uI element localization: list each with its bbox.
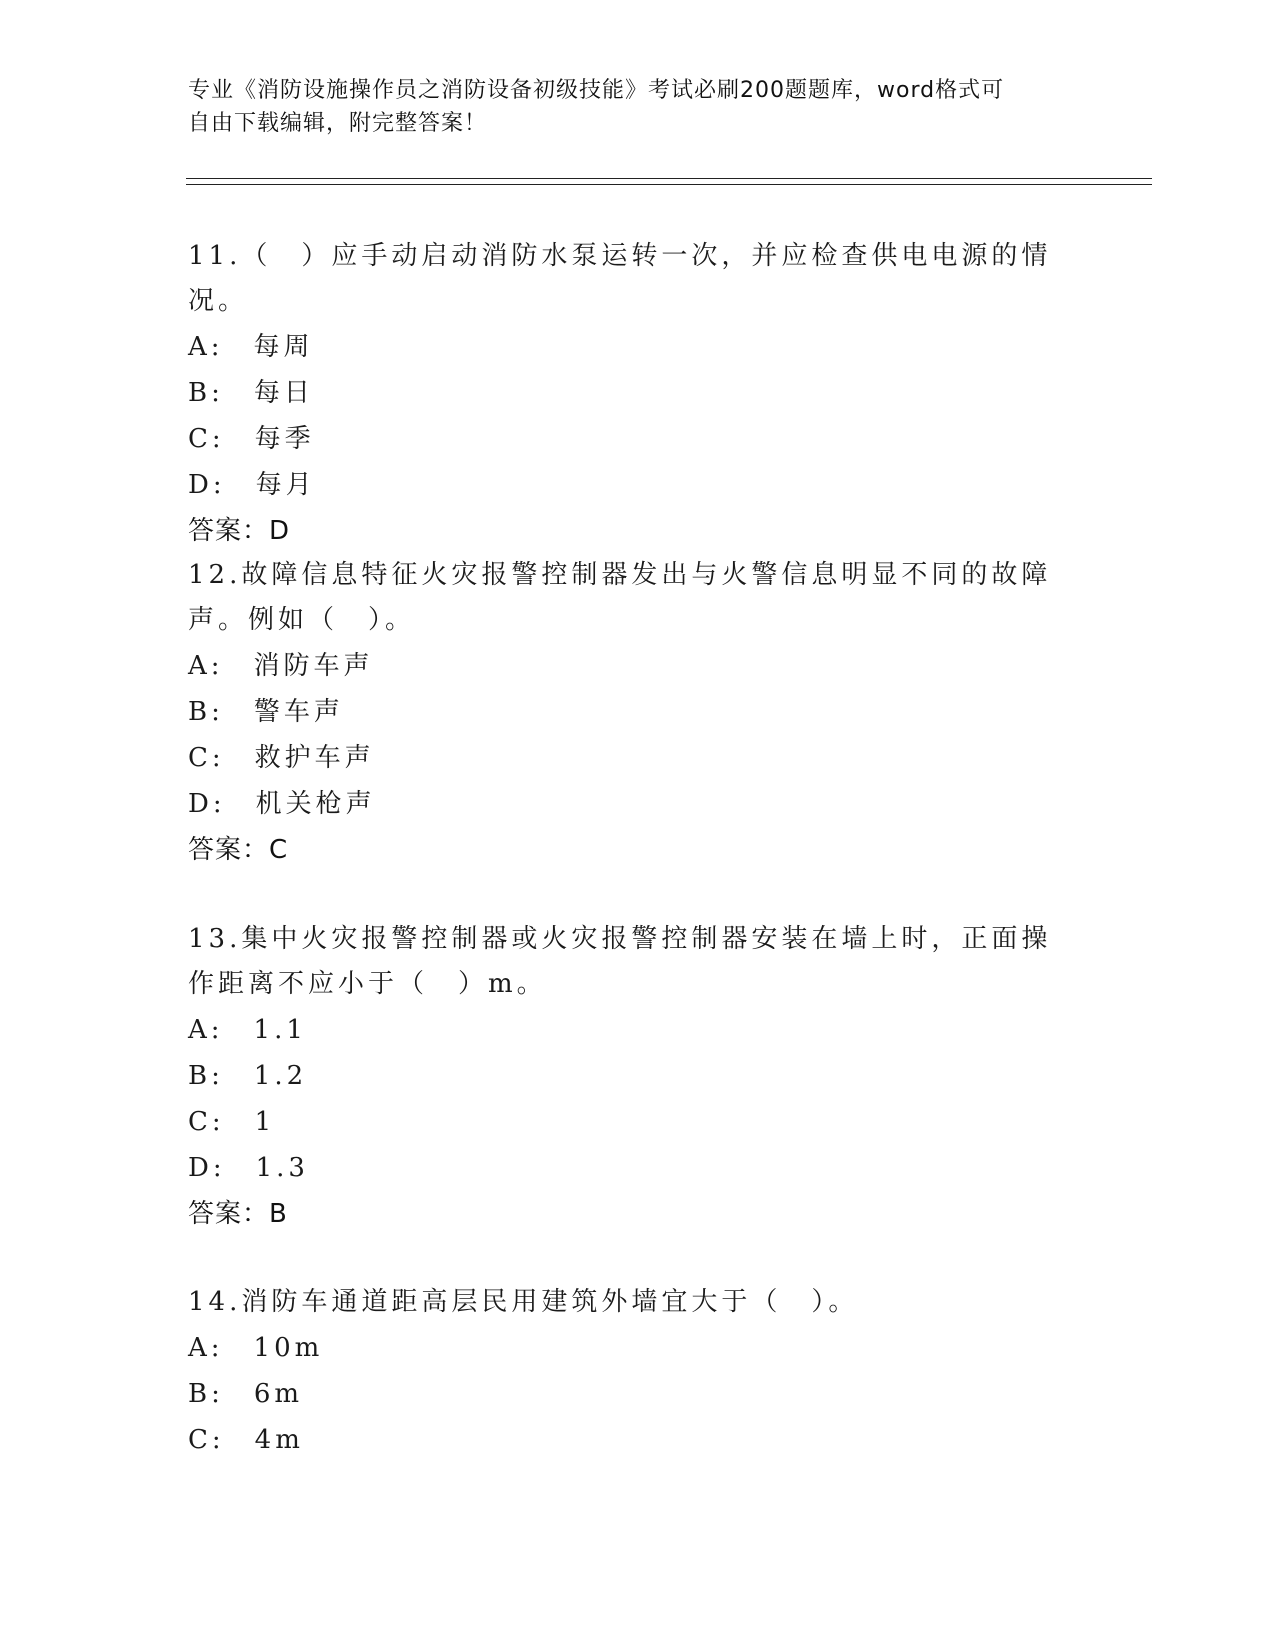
option-a: A: 10m [188, 1333, 324, 1363]
option-d: D: 1.3 [188, 1153, 309, 1183]
option-b: B: 1.2 [188, 1061, 308, 1091]
option-c: C: 4m [188, 1425, 304, 1455]
question-14 [188, 1280, 1068, 1463]
option-b: B: 警车声 [188, 697, 344, 727]
header-line-2: 自由下载编辑，附完整答案！ [188, 111, 488, 136]
option-b: B: 每日 [188, 378, 314, 408]
header-divider-top [186, 178, 1152, 179]
question-13 [188, 917, 1068, 1237]
answer-line: 答案：D [188, 516, 291, 546]
option-a: A: 每周 [188, 332, 314, 362]
option-b: B: 6m [188, 1379, 304, 1409]
option-a: A: 1.1 [188, 1015, 307, 1045]
option-d: D: 机关枪声 [188, 789, 376, 819]
header-line-1: 专业《消防设施操作员之消防设备初级技能》考试必刷200题题库，word格式可 [188, 78, 1005, 103]
question-stem: 12.故障信息特征火灾报警控制器发出与火警信息明显不同的故障声。例如（ ）。 [188, 560, 1052, 635]
option-c: C: 每季 [188, 424, 315, 454]
question-stem: 14.消防车通道距高层民用建筑外墙宜大于（ ）。 [188, 1287, 859, 1317]
question-12 [188, 553, 1068, 873]
answer-line: 答案：C [188, 835, 289, 865]
answer-line: 答案：B [188, 1199, 288, 1229]
option-d: D: 每月 [188, 470, 316, 500]
document-header [188, 74, 1068, 140]
question-stem: 13.集中火灾报警控制器或火灾报警控制器安装在墙上时，正面操作距离不应小于（ ）m。 [188, 924, 1052, 999]
option-c: C: 救护车声 [188, 743, 375, 773]
option-a: A: 消防车声 [188, 651, 374, 681]
question-11 [188, 234, 1068, 554]
question-stem: 11.（ ）应手动启动消防水泵运转一次，并应检查供电电源的情况。 [188, 241, 1052, 316]
option-c: C: 1 [188, 1107, 276, 1137]
header-divider-bottom [186, 184, 1152, 185]
